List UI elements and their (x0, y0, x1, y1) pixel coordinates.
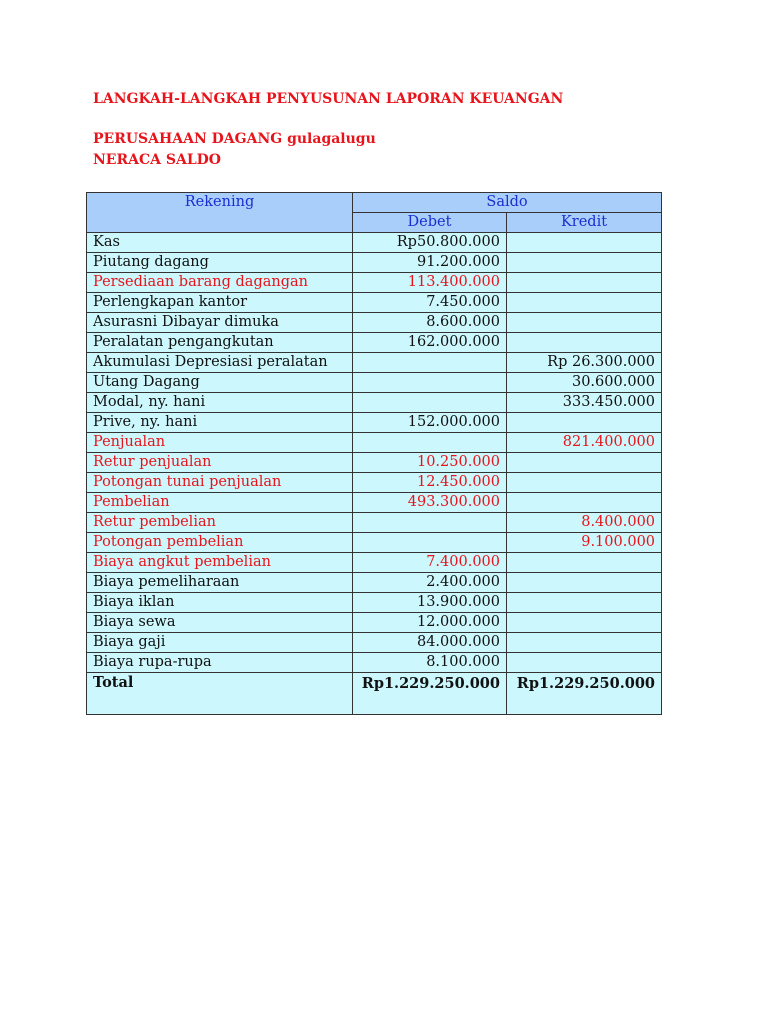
table-row (87, 353, 662, 373)
credit-amount (507, 333, 662, 353)
table-row (87, 573, 662, 593)
debit-amount: 152.000.000 (353, 413, 507, 433)
credit-amount (507, 273, 662, 293)
debit-amount: 113.400.000 (353, 273, 507, 293)
account-name: Retur penjualan (87, 453, 353, 473)
trial-balance-table (86, 192, 662, 715)
credit-amount (507, 573, 662, 593)
account-name: Prive, ny. hani (87, 413, 353, 433)
account-name: Retur pembelian (87, 513, 353, 533)
table-row (87, 253, 662, 273)
table-row (87, 613, 662, 633)
debit-amount: 91.200.000 (353, 253, 507, 273)
total-row (87, 673, 662, 715)
column-header-debit: Debet (353, 213, 507, 233)
debit-amount (353, 433, 507, 453)
credit-amount (507, 313, 662, 333)
credit-amount (507, 613, 662, 633)
document-title: LANGKAH-LANGKAH PENYUSUNAN LAPORAN KEUANGAN (93, 91, 564, 107)
account-name: Piutang dagang (87, 253, 353, 273)
column-header-account: Rekening (87, 193, 353, 233)
column-header-credit: Kredit (507, 213, 662, 233)
table-row (87, 473, 662, 493)
debit-amount (353, 393, 507, 413)
account-name: Peralatan pengangkutan (87, 333, 353, 353)
company-name: PERUSAHAAN DAGANG gulagalugu (93, 131, 376, 147)
credit-amount (507, 413, 662, 433)
debit-amount: 10.250.000 (353, 453, 507, 473)
account-name: Asurasni Dibayar dimuka (87, 313, 353, 333)
table-row (87, 453, 662, 473)
credit-amount: 333.450.000 (507, 393, 662, 413)
table-row (87, 333, 662, 353)
total-credit: Rp1.229.250.000 (507, 673, 662, 715)
debit-amount (353, 373, 507, 393)
debit-amount: 7.400.000 (353, 553, 507, 573)
credit-amount (507, 633, 662, 653)
table-row (87, 233, 662, 253)
account-name: Perlengkapan kantor (87, 293, 353, 313)
account-name: Biaya sewa (87, 613, 353, 633)
credit-amount (507, 553, 662, 573)
debit-amount: 7.450.000 (353, 293, 507, 313)
debit-amount (353, 353, 507, 373)
account-name: Biaya pemeliharaan (87, 573, 353, 593)
debit-amount: 12.000.000 (353, 613, 507, 633)
account-name: Persediaan barang dagangan (87, 273, 353, 293)
credit-amount (507, 293, 662, 313)
credit-amount (507, 253, 662, 273)
table-row (87, 313, 662, 333)
credit-amount: Rp 26.300.000 (507, 353, 662, 373)
credit-amount (507, 653, 662, 673)
account-name: Utang Dagang (87, 373, 353, 393)
table-row (87, 393, 662, 413)
credit-amount (507, 453, 662, 473)
credit-amount (507, 233, 662, 253)
debit-amount (353, 513, 507, 533)
debit-amount: 2.400.000 (353, 573, 507, 593)
credit-amount: 8.400.000 (507, 513, 662, 533)
account-name: Akumulasi Depresiasi peralatan (87, 353, 353, 373)
account-name: Biaya rupa-rupa (87, 653, 353, 673)
table-row (87, 553, 662, 573)
account-name: Potongan tunai penjualan (87, 473, 353, 493)
debit-amount: 12.450.000 (353, 473, 507, 493)
credit-amount: 9.100.000 (507, 533, 662, 553)
total-debit: Rp1.229.250.000 (353, 673, 507, 715)
table-row (87, 493, 662, 513)
account-name: Modal, ny. hani (87, 393, 353, 413)
account-name: Biaya iklan (87, 593, 353, 613)
account-name: Biaya gaji (87, 633, 353, 653)
debit-amount (353, 533, 507, 553)
table-row (87, 293, 662, 313)
debit-amount: 8.600.000 (353, 313, 507, 333)
table-row (87, 593, 662, 613)
table-row (87, 533, 662, 553)
table-header-row (87, 193, 662, 213)
report-name: NERACA SALDO (93, 152, 221, 168)
debit-amount: 84.000.000 (353, 633, 507, 653)
debit-amount: 493.300.000 (353, 493, 507, 513)
credit-amount (507, 473, 662, 493)
debit-amount: 13.900.000 (353, 593, 507, 613)
account-name: Biaya angkut pembelian (87, 553, 353, 573)
total-label: Total (87, 673, 353, 715)
debit-amount: 8.100.000 (353, 653, 507, 673)
table-row (87, 433, 662, 453)
credit-amount (507, 493, 662, 513)
credit-amount (507, 593, 662, 613)
table-row (87, 653, 662, 673)
credit-amount: 30.600.000 (507, 373, 662, 393)
table-row (87, 373, 662, 393)
table-row (87, 633, 662, 653)
table-row (87, 273, 662, 293)
debit-amount: 162.000.000 (353, 333, 507, 353)
account-name: Pembelian (87, 493, 353, 513)
account-name: Penjualan (87, 433, 353, 453)
account-name: Potongan pembelian (87, 533, 353, 553)
debit-amount: Rp50.800.000 (353, 233, 507, 253)
table-row (87, 413, 662, 433)
account-name: Kas (87, 233, 353, 253)
table-row (87, 513, 662, 533)
column-header-balance: Saldo (353, 193, 662, 213)
credit-amount: 821.400.000 (507, 433, 662, 453)
